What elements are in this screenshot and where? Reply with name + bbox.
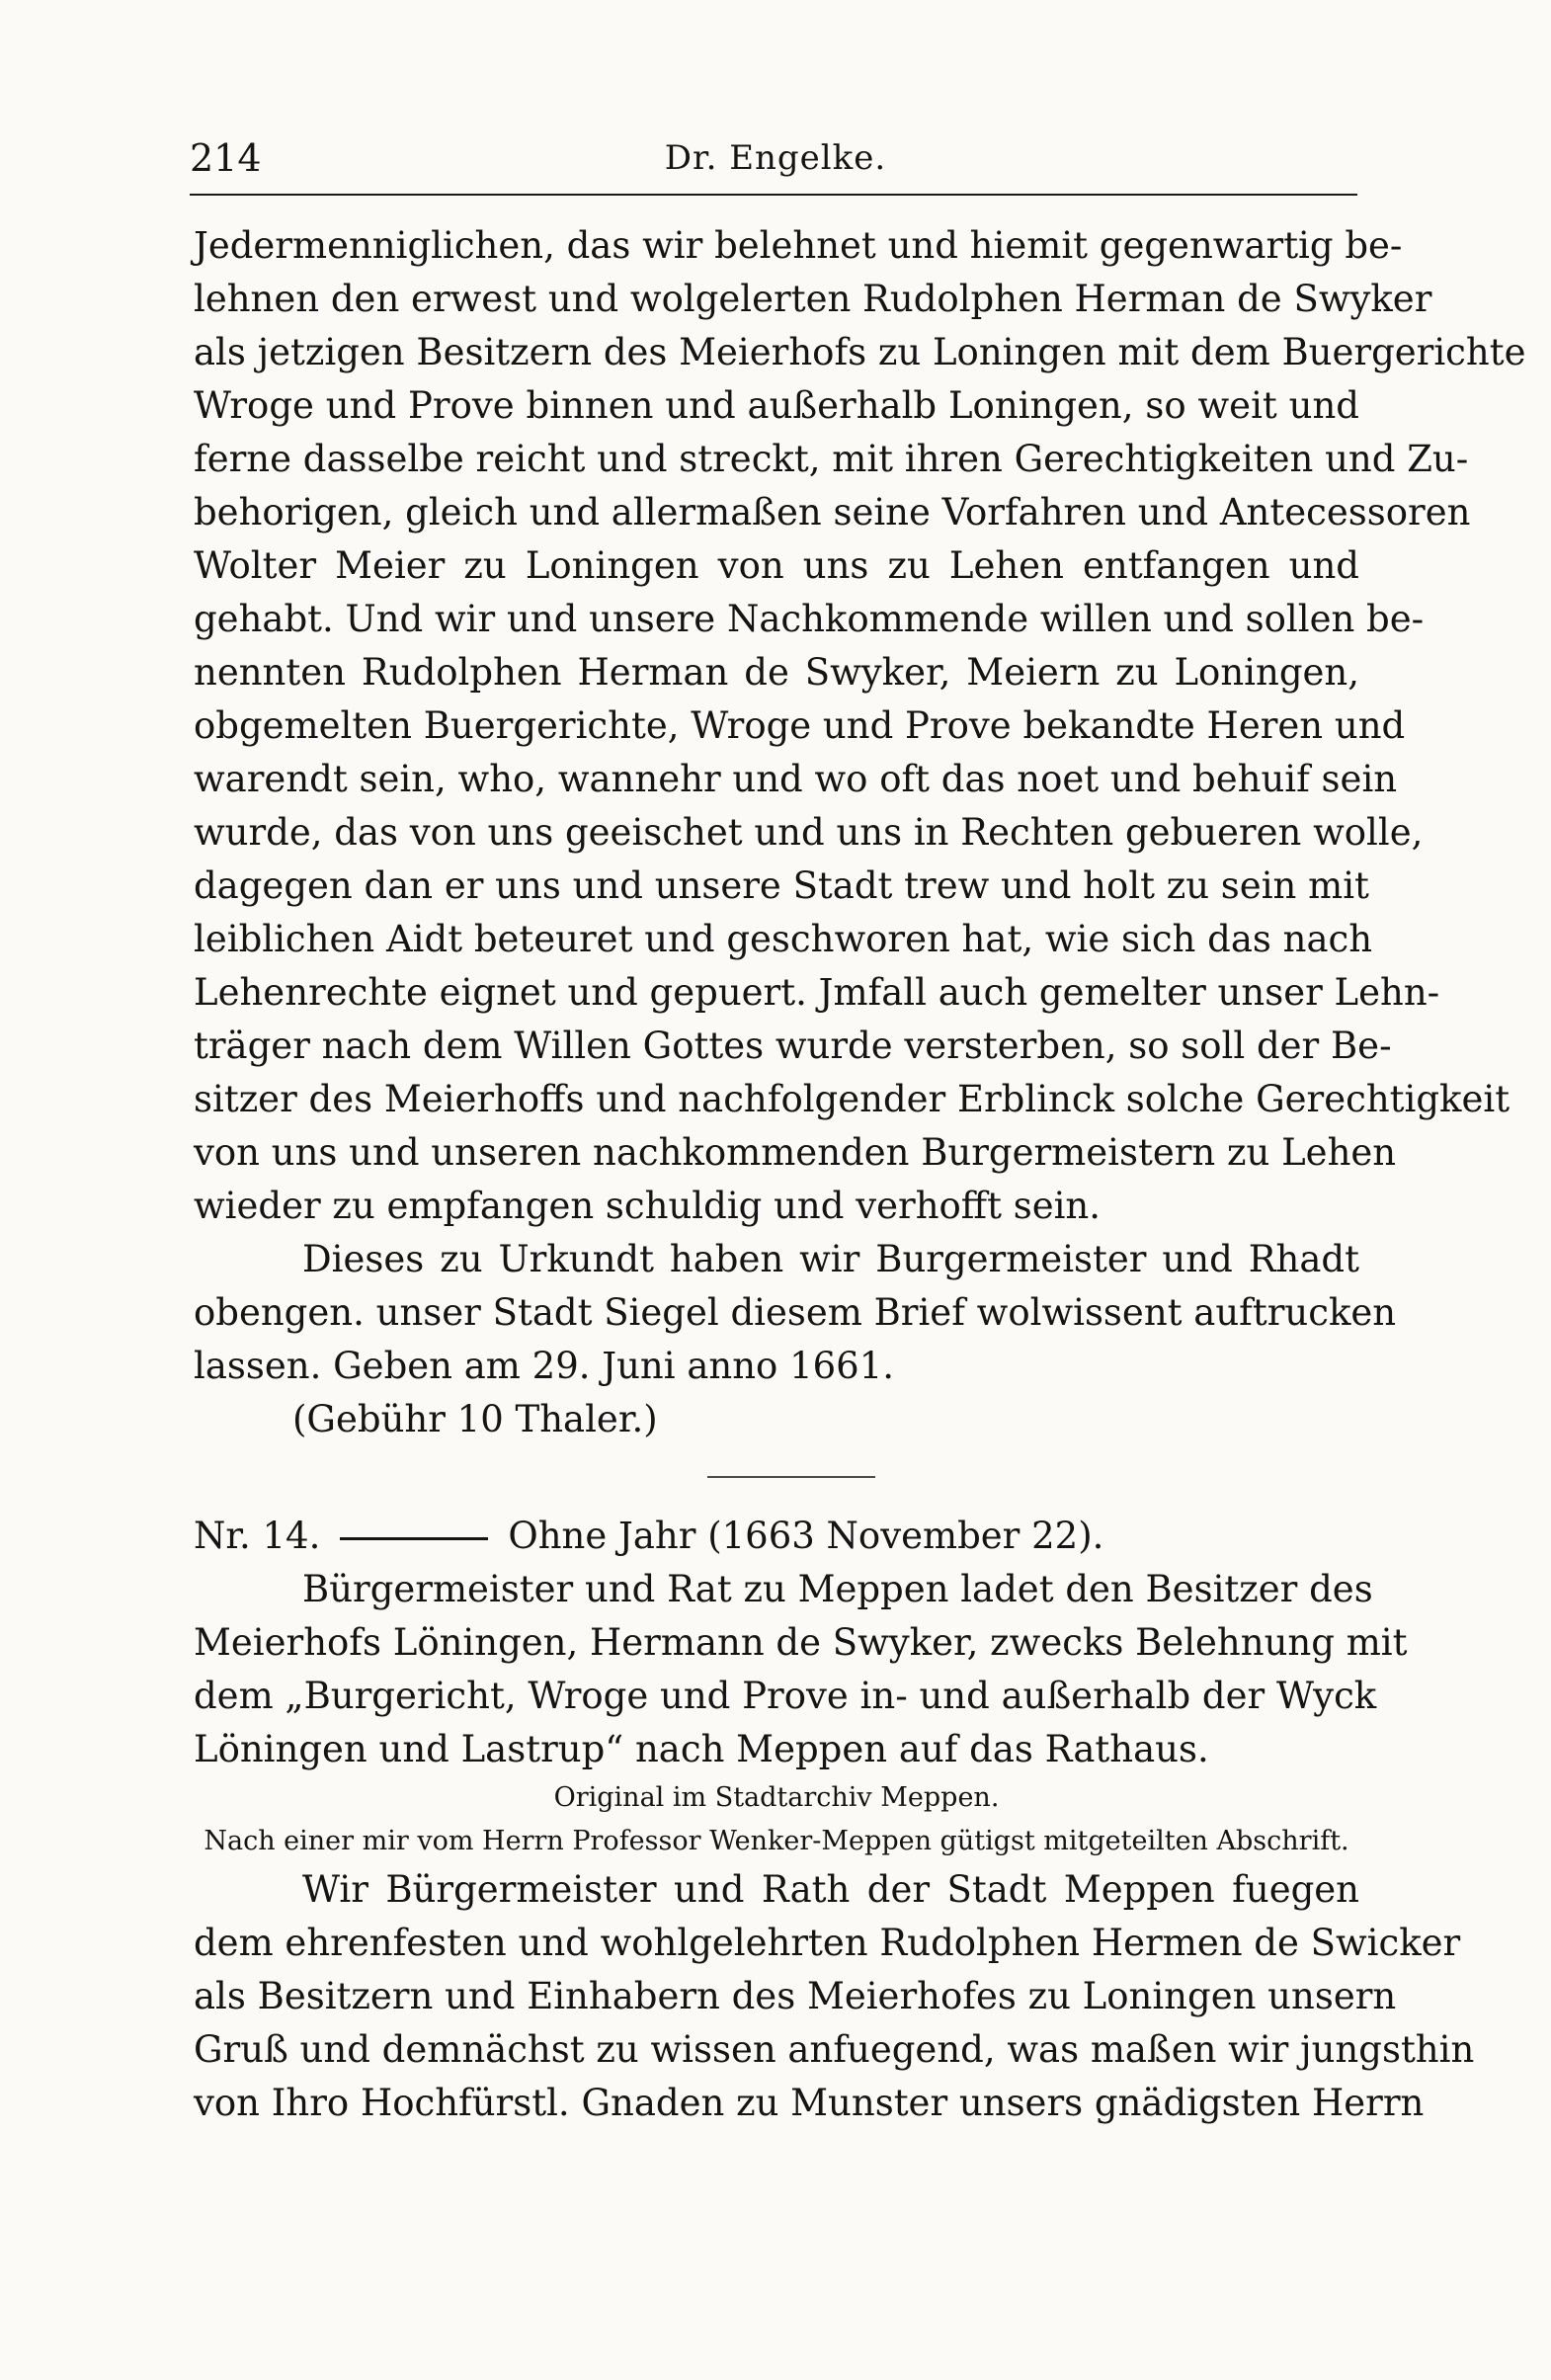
text-line: wieder zu empfangen schuldig und verhofft sein. — [194, 1185, 1102, 1227]
text-line: Wir Bürgermeister und Rath der Stadt Meppen fuegen — [302, 1868, 1359, 1911]
text-line: dem ehrenfesten und wohlgelehrten Rudolphen Hermen de Swicker — [194, 1922, 1461, 1964]
text-line: warendt sein, who, wannehr und wo oft das noet und behuif sein — [194, 758, 1398, 800]
text-line: träger nach dem Willen Gottes wurde versterben, so soll der Be- — [194, 1025, 1392, 1067]
text-line: obgemelten Buergerichte, Wroge und Prove bekandte Heren und — [194, 704, 1406, 747]
text-line: Jedermenniglichen, das wir belehnet und hiemit gegenwartig be- — [194, 224, 1403, 267]
original-note: Original im Stadtarchiv Meppen. — [553, 1782, 1000, 1813]
fee-note: (Gebühr 10 Thaler.) — [292, 1398, 658, 1440]
text-line: sitzer des Meierhoffs und nachfolgender Erblinck solche Gerechtigkeit — [194, 1078, 1510, 1120]
document-number: Nr. 14. — [194, 1515, 321, 1557]
summary-line: Bürgermeister und Rat zu Meppen ladet den Besitzer des — [302, 1568, 1373, 1610]
text-line: wurde, das von uns geeischet und uns in Rechten gebueren wolle, — [194, 811, 1424, 854]
text-line: gehabt. Und wir und unsere Nachkommende willen und sollen be- — [194, 598, 1425, 640]
running-head: Dr. Engelke. — [664, 138, 887, 178]
text-line: Wroge und Prove binnen und außerhalb Loningen, so weit und — [194, 384, 1359, 427]
separator-rule — [707, 1476, 875, 1478]
text-line: ferne dasselbe reicht und streckt, mit ihren Gerechtigkeiten und Zu- — [194, 438, 1469, 480]
text-line: von Ihro Hochfürstl. Gnaden zu Munster unsers gnädigsten Herrn — [194, 2082, 1425, 2124]
paragraph-1 — [194, 219, 1526, 1233]
summary-line: Löningen und Lastrup“ nach Meppen auf das Rathaus. — [194, 1728, 1209, 1770]
text-line: Wolter Meier zu Loningen von uns zu Lehen entfangen und — [194, 544, 1359, 587]
text-line: als Besitzern und Einhabern des Meierhofes zu Loningen unsern — [194, 1975, 1397, 2017]
text-line: Lehenrechte eignet und gepuert. Jmfall auch gemelter unser Lehn- — [194, 971, 1440, 1014]
page-header — [0, 136, 1551, 196]
text-line: als jetzigen Besitzern des Meierhofs zu Loningen mit dem Buergerichte — [194, 331, 1526, 373]
text-line: lassen. Geben am 29. Juni anno 1661. — [194, 1345, 895, 1387]
document-heading — [194, 1510, 1359, 1563]
header-rule — [190, 194, 1357, 196]
page-body — [194, 219, 1526, 2130]
text-line: lehnen den erwest und wolgelerten Rudolphen Herman de Swyker — [194, 278, 1432, 320]
summary-line: dem „Burgericht, Wroge und Prove in- und außerhalb der Wyck — [194, 1675, 1377, 1717]
text-line: von uns und unseren nachkommenden Burgermeistern zu Lehen — [194, 1131, 1397, 1174]
document-date: Ohne Jahr (1663 November 22). — [508, 1515, 1104, 1557]
text-line: Dieses zu Urkundt haben wir Burgermeister und Rhadt — [302, 1238, 1359, 1280]
text-line: obengen. unser Stadt Siegel diesem Brief wolwissent auftrucken — [194, 1291, 1397, 1334]
text-line: nennten Rudolphen Herman de Swyker, Meiern zu Loningen, — [194, 651, 1359, 694]
text-line: Gruß und demnächst zu wissen anfuegend, was maßen wir jungsthin — [194, 2028, 1475, 2071]
section-separator — [194, 1446, 1359, 1510]
paragraph-2 — [194, 1233, 1397, 1393]
heading-dash — [340, 1537, 488, 1540]
copy-note: Nach einer mir vom Herrn Professor Wenker-Meppen gütigst mitgeteilten Abschrift. — [204, 1826, 1349, 1856]
page-number: 214 — [190, 136, 262, 180]
summary-line: Meierhofs Löningen, Hermann de Swyker, zwecks Belehnung mit — [194, 1621, 1408, 1664]
text-line: leiblichen Aidt beteuret und geschworen hat, wie sich das nach — [194, 918, 1373, 960]
text-line: behorigen, gleich und allermaßen seine Vorfahren und Antecessoren — [194, 491, 1471, 533]
document-14 — [194, 1510, 1475, 2130]
text-line: dagegen dan er uns und unsere Stadt trew und holt zu sein mit — [194, 864, 1369, 907]
